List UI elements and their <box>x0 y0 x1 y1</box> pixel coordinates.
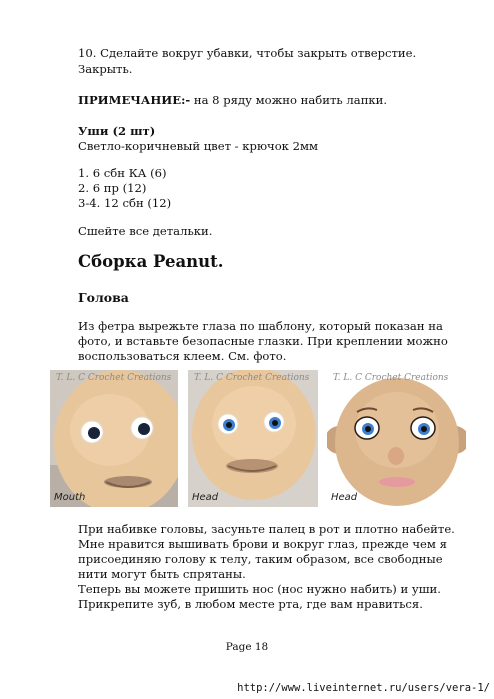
body-line: присоединяю голову к телу, таким образом, все свободные <box>78 552 443 566</box>
body-line: нити могут быть спрятаны. <box>78 567 246 581</box>
ears-title: Уши (2 шт) <box>78 124 156 138</box>
photo-mouth <box>50 370 178 507</box>
step-10-line-1: 10. Сделайте вокруг убавки, чтобы закрыть отверстие. <box>78 46 417 60</box>
intro-line: фото, и вставьте безопасные глазки. При креплении можно <box>78 334 448 348</box>
note <box>78 93 387 108</box>
photo-caption: Head <box>192 492 219 503</box>
body-line: Прикрепите зуб, в любом месте рта, где вам нравиться. <box>78 597 423 611</box>
ears-subtitle: Светло-коричневый цвет - крючок 2мм <box>78 139 319 153</box>
note-label: ПРИМЕЧАНИЕ:- <box>78 93 191 107</box>
step-10-line-2: Закрыть. <box>78 62 133 76</box>
mouth-photo-image <box>50 370 178 507</box>
photo-strip <box>50 370 466 507</box>
source-url[interactable]: http://www.liveinternet.ru/users/vera-1/ <box>237 682 490 694</box>
photo-head-1 <box>188 370 318 507</box>
note-text: на 8 ряду можно набить лапки. <box>190 93 388 107</box>
photo-head-2 <box>327 370 466 507</box>
body-line: Теперь вы можете пришить нос (нос нужно набить) и уши. <box>78 582 441 596</box>
head-photo-image <box>188 370 318 507</box>
body-line: При набивке головы, засуньте палец в рот и плотно набейте. <box>78 522 455 536</box>
ears-row: 2. 6 пр (12) <box>78 181 147 195</box>
ears-row: 1. 6 сбн КА (6) <box>78 166 167 180</box>
ears-row: 3-4. 12 сбн (12) <box>78 196 172 210</box>
finished-head-photo-image <box>327 370 466 507</box>
assembly-heading: Сборка Peanut. <box>78 252 224 271</box>
intro-line: Из фетра вырежьте глаза по шаблону, который показан на <box>78 319 443 333</box>
photo-caption: Mouth <box>54 492 86 503</box>
body-line: Мне нравится вышивать брови и вокруг глаз, прежде чем я <box>78 537 447 551</box>
photo-watermark: T. L. C Crochet Creations <box>333 373 449 383</box>
head-heading: Голова <box>78 290 129 305</box>
photo-watermark: T. L. C Crochet Creations <box>56 373 172 383</box>
intro-line: воспользоваться клеем. См. фото. <box>78 349 287 363</box>
page-number: Page 18 <box>225 641 269 653</box>
sew-instruction: Сшейте все детальки. <box>78 224 213 238</box>
photo-watermark: T. L. C Crochet Creations <box>194 373 310 383</box>
photo-caption: Head <box>331 492 358 503</box>
